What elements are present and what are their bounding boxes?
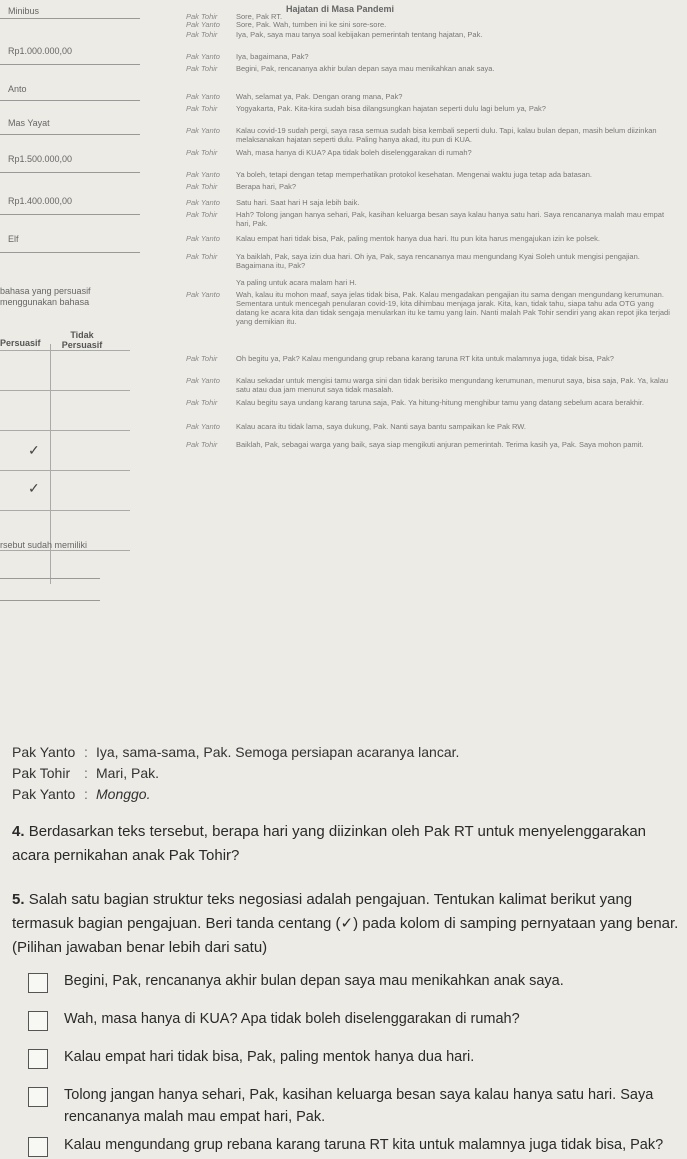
bg-utterance: Wah, masa hanya di KUA? Apa tidak boleh diselenggarakan di rumah? xyxy=(236,148,472,157)
bg-speaker: Pak Yanto xyxy=(186,290,220,299)
bg-speaker: Pak Tohir xyxy=(186,148,218,157)
bg-label: Elf xyxy=(8,234,19,244)
bg-speaker: Pak Tohir xyxy=(186,12,218,21)
bg-utterance: Kalau acara itu tidak lama, saya dukung, Pak. Nanti saya bantu sampaikan ke Pak RW. xyxy=(236,422,527,431)
bg-dialog-line xyxy=(186,198,682,207)
question-number: 5. xyxy=(12,891,25,908)
bg-speaker: Pak Tohir xyxy=(186,30,218,39)
bg-divider xyxy=(0,64,140,65)
bg-utterance: Iya, Pak, saya mau tanya soal kebijakan pemerintah tentang hajatan, Pak. xyxy=(236,30,483,39)
bg-dialog-line xyxy=(186,30,682,39)
check-mark: ✓ xyxy=(28,480,40,496)
bg-speaker: Pak Yanto xyxy=(186,126,220,135)
bg-utterance: Kalau empat hari tidak bisa, Pak, paling mentok hanya dua hari. Itu pun kita harus mengajukan izin ke polsek. xyxy=(236,234,600,243)
bg-divider xyxy=(0,600,100,601)
option-text: Kalau empat hari tidak bisa, Pak, paling mentok hanya dua hari. xyxy=(64,1049,475,1065)
bg-dialog-line xyxy=(186,234,682,243)
utterance: Monggo. xyxy=(96,786,151,802)
checkbox[interactable] xyxy=(28,1137,48,1157)
bg-dialog-line xyxy=(186,126,682,144)
option-text: Begini, Pak, rencananya akhir bulan depan saya mau menikahkan anak saya. xyxy=(64,973,564,989)
table-rule xyxy=(0,430,130,431)
bg-label: Rp1.500.000,00 xyxy=(8,154,73,164)
previous-page-table xyxy=(0,330,130,590)
utterance: Mari, Pak. xyxy=(96,765,160,781)
bg-utterance: Ya boleh, tetapi dengan tetap memperhatikan protokol kesehatan. Mengenai waktu juga tetap ada batasan. xyxy=(236,170,592,179)
utterance: Iya, sama-sama, Pak. Semoga persiapan acaranya lancar. xyxy=(96,744,460,760)
bg-speaker: Pak Tohir xyxy=(186,354,218,363)
bg-dialog-line xyxy=(186,440,682,449)
table-rule xyxy=(0,470,130,471)
bg-dialog-line xyxy=(186,290,682,326)
speaker: Pak Yanto xyxy=(12,744,76,760)
previous-page-title: Hajatan di Masa Pandemi xyxy=(286,4,395,14)
bg-speaker: Pak Yanto xyxy=(186,376,220,385)
bg-utterance: Wah, kalau itu mohon maaf, saya jelas tidak bisa, Pak. Kalau mengadakan pengajian itu sama dengan mengundang kerumunan. Sementara untuk mencegah penularan covid-19, kita dihimbau menjaga jarak. Kita, kan, tidak tahu, siapa tahu ada OTG yang datang ke acara kita dan tidak sengaja menularkan itu ke tamu yang lain. Nanti malah Pak Tohir sendiri yang akan repot jika terjadi yang demikian itu. xyxy=(236,290,670,326)
bg-label: bahasa yang persuasif xyxy=(0,286,91,296)
bg-speaker: Pak Yanto xyxy=(186,170,220,179)
bg-label: Rp1.400.000,00 xyxy=(8,196,73,206)
bg-label: Minibus xyxy=(8,6,40,16)
bg-speaker: Pak Yanto xyxy=(186,20,220,29)
bg-dialog-line xyxy=(186,210,682,228)
bg-dialog-line xyxy=(186,278,682,287)
bg-utterance: Baiklah, Pak, sebagai warga yang baik, saya siap mengikuti anjuran pemerintah. Terima kasih ya, Pak. Saya mohon pamit. xyxy=(236,440,644,449)
checkbox[interactable] xyxy=(28,1011,48,1031)
bg-utterance: Berapa hari, Pak? xyxy=(236,182,297,191)
bg-utterance: Yogyakarta, Pak. Kita-kira sudah bisa dilangsungkan hajatan seperti dulu lagi belum ya, Pak? xyxy=(236,104,546,113)
previous-page-dialog xyxy=(186,12,682,632)
bg-divider xyxy=(0,134,140,135)
checkbox[interactable] xyxy=(28,1049,48,1069)
bg-dialog-line xyxy=(186,182,682,191)
bg-utterance: Kalau begitu saya undang karang taruna saja, Pak. Ya hitung-hitung menghibur tamu yang datang sebelum acara berakhir. xyxy=(236,398,644,407)
dialog-line xyxy=(12,744,459,760)
question-text: Berdasarkan teks tersebut, berapa hari yang diizinkan oleh Pak RT untuk menyelenggarakan acara pernikahan anak Pak Tohir? xyxy=(12,823,647,864)
bg-divider xyxy=(0,172,140,173)
bg-dialog-line xyxy=(186,252,682,270)
question-number: 4. xyxy=(12,823,25,840)
bg-speaker: Pak Yanto xyxy=(186,422,220,431)
separator: : xyxy=(84,765,88,781)
table-rule xyxy=(0,390,130,391)
option-text: Wah, masa hanya di KUA? Apa tidak boleh diselenggarakan di rumah? xyxy=(64,1011,520,1027)
bg-speaker: Pak Tohir xyxy=(186,182,218,191)
bg-divider xyxy=(0,252,140,253)
bg-speaker: Pak Yanto xyxy=(186,234,220,243)
option-text: Tolong jangan hanya sehari, Pak, kasihan keluarga besan saya kalau hanya satu hari. Saya rencananya malah mau empat hari, Pak. xyxy=(64,1087,654,1125)
bg-dialog-line xyxy=(186,422,682,431)
question-4 xyxy=(12,820,680,868)
bg-divider xyxy=(0,18,140,19)
bg-dialog-line xyxy=(186,398,682,407)
table-rule xyxy=(0,550,130,551)
bg-dialog-line xyxy=(186,64,682,73)
bg-utterance: Sore, Pak RT. xyxy=(236,12,283,21)
bg-dialog-line xyxy=(186,170,682,179)
bg-speaker: Pak Tohir xyxy=(186,64,218,73)
table-rule xyxy=(0,510,130,511)
bg-divider xyxy=(0,214,140,215)
bg-utterance: Kalau covid-19 sudah pergi, saya rasa semua sudah bisa kembali seperti dulu. Tapi, kalau bulan depan, masih belum diizinkan melaksanakan hajatan seperti dulu. Paling hanya akad, itu pun di KUA. xyxy=(236,126,657,144)
bg-dialog-line xyxy=(186,376,682,394)
bg-utterance: Begini, Pak, rencananya akhir bulan depan saya mau menikahkan anak saya. xyxy=(236,64,495,73)
bg-speaker: Pak Yanto xyxy=(186,198,220,207)
bg-dialog-line xyxy=(186,104,682,113)
bg-dialog-line xyxy=(186,52,682,61)
separator: : xyxy=(84,744,88,760)
dialog-line xyxy=(12,786,150,802)
checkbox[interactable] xyxy=(28,973,48,993)
bg-speaker: Pak Tohir xyxy=(186,210,218,219)
check-mark: ✓ xyxy=(28,442,40,458)
bg-divider xyxy=(0,100,140,101)
bg-utterance: Kalau sekadar untuk mengisi tamu warga sini dan tidak berisiko mengundang kerumunan, menurut saya, bisa saja, Pak. Ya, kalau satu atau dua jam menurut saya tidak masalah. xyxy=(236,376,669,394)
bg-utterance: Satu hari. Saat hari H saja lebih baik. xyxy=(236,198,360,207)
bg-dialog-line xyxy=(186,20,682,29)
bg-utterance: Iya, bagaimana, Pak? xyxy=(236,52,309,61)
question-text: Salah satu bagian struktur teks negosiasi adalah pengajuan. Tentukan kalimat berikut yang termasuk bagian pengajuan. Beri tanda centang (✓) pada kolom di samping pernyataan yang benar. (Pilihan jawaban benar lebih dari satu) xyxy=(12,891,679,956)
bg-speaker: Pak Yanto xyxy=(186,52,220,61)
table-header: Persuasif xyxy=(0,338,41,348)
separator: : xyxy=(84,786,88,802)
bg-divider xyxy=(0,578,100,579)
bg-speaker: Pak Yanto xyxy=(186,92,220,101)
option-text: Kalau mengundang grup rebana karang taruna RT kita untuk malamnya juga tidak bisa, Pak? xyxy=(64,1137,664,1153)
table-header: Tidak Persuasif xyxy=(61,330,103,350)
bg-speaker: Pak Tohir xyxy=(186,398,218,407)
bg-utterance: Ya paling untuk acara malam hari H. xyxy=(236,278,357,287)
bg-utterance: Hah? Tolong jangan hanya sehari, Pak, kasihan keluarga besan saya kalau hanya satu hari. Saya rencananya malah mau empat hari, Pak. xyxy=(236,210,665,228)
bg-label: Anto xyxy=(8,84,27,94)
bg-label: menggunakan bahasa xyxy=(0,297,90,307)
bg-dialog-line xyxy=(186,354,682,363)
bg-speaker: Pak Tohir xyxy=(186,104,218,113)
bg-speaker: Pak Tohir xyxy=(186,252,218,261)
bg-speaker: Pak Tohir xyxy=(186,440,218,449)
question-5 xyxy=(12,888,680,960)
bg-utterance: Wah, selamat ya, Pak. Dengan orang mana, Pak? xyxy=(236,92,403,101)
bg-utterance: Sore, Pak. Wah, tumben ini ke sini sore-sore. xyxy=(236,20,387,29)
speaker: Pak Yanto xyxy=(12,786,76,802)
bg-dialog-line xyxy=(186,148,682,157)
dialog-line xyxy=(12,765,159,781)
bg-label: Rp1.000.000,00 xyxy=(8,46,73,56)
bg-label: rsebut sudah memiliki xyxy=(0,540,88,550)
bg-utterance: Oh begitu ya, Pak? Kalau mengundang grup rebana karang taruna RT kita untuk malamnya juga, tidak bisa, Pak? xyxy=(236,354,614,363)
bg-utterance: Ya baiklah, Pak, saya izin dua hari. Oh iya, Pak, saya rencananya mau mengundang Kyai Soleh untuk mengisi pengajian. Bagaimana itu, Pak? xyxy=(236,252,640,270)
checkbox[interactable] xyxy=(28,1087,48,1107)
speaker: Pak Tohir xyxy=(12,765,71,781)
table-rule xyxy=(0,350,130,351)
bg-dialog-line xyxy=(186,92,682,101)
bg-label: Mas Yayat xyxy=(8,118,50,128)
